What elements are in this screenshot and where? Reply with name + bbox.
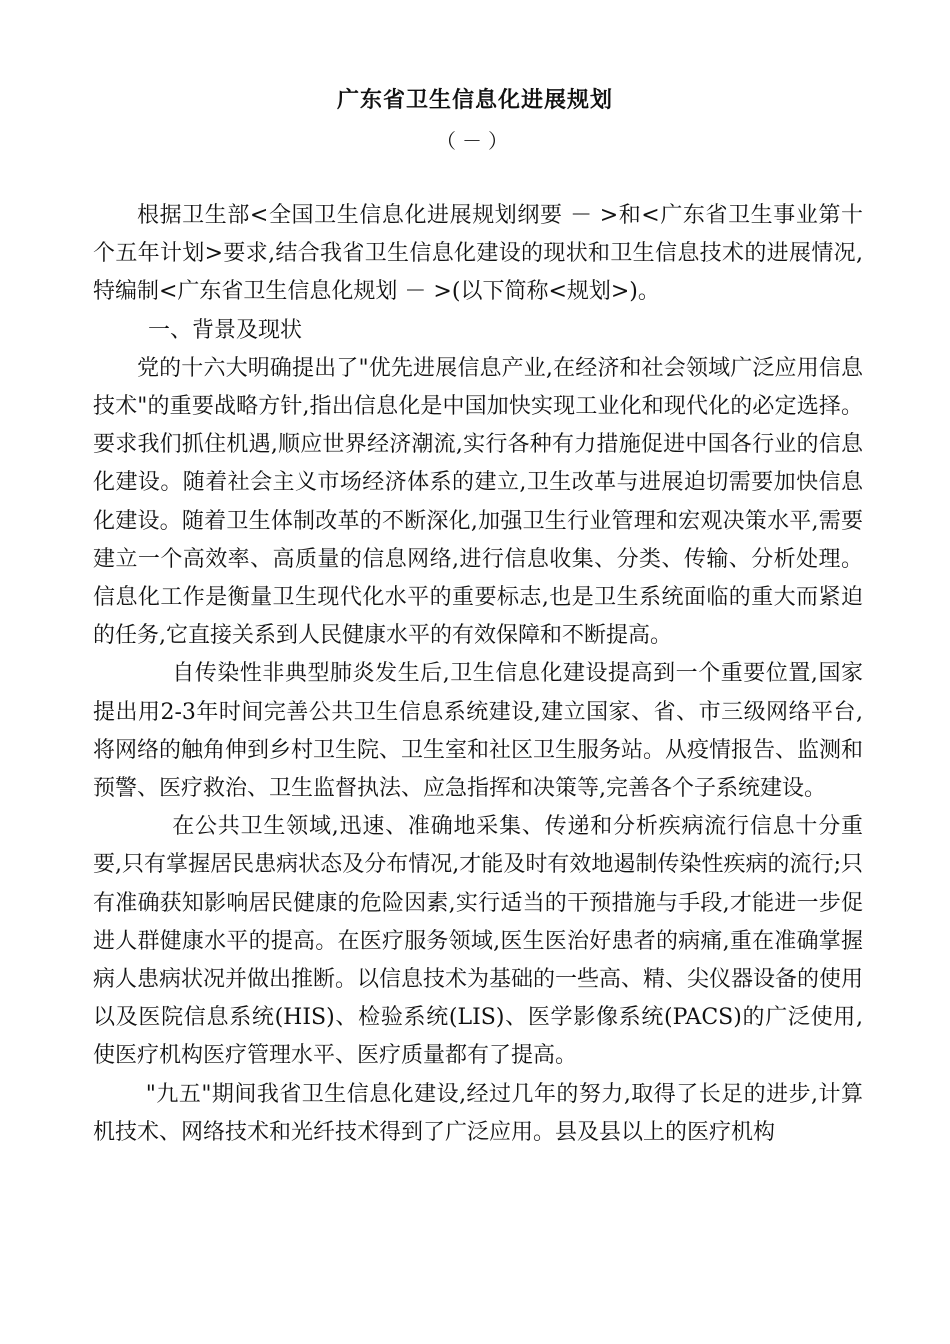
- page-subtitle: （－）: [436, 129, 514, 153]
- background-paragraph: 党的十六大明确提出了"优先进展信息产业,在经济和社会领域广泛应用信息技术"的重要战略方针,指出信息化是中国加快实现工业化和现代化的必定选择。要求我们抓住机遇,顺应世界经济潮流,实行各种有力措施促进中国各行业的信息化建设。随着社会主义市场经济体系的建立,卫生改革与进展迫切需要加快信息化建设。随着卫生体制改革的不断深化,加强卫生行业管理和宏观决策水平,需要建立一个高效率、高质量的信息网络,进行信息收集、分类、传输、分析处理。信息化工作是衡量卫生现代化水平的重要标志,也是卫生系统面临的重大而紧迫的任务,它直接关系到人民健康水平的有效保障和不断提高。: [93, 355, 863, 649]
- section-heading: 一、背景及现状: [148, 317, 303, 343]
- public-health-paragraph: 在公共卫生领域,迅速、准确地采集、传递和分析疾病流行信息十分重要,只有掌握居民患病状态及分布情况,才能及时有效地遏制传染性疾病的流行;只有准确获知影响居民健康的危险因素,实行适当的干预措施与手段,才能进一步促进人群健康水平的提高。在医疗服务领域,医生医治好患者的病痛,重在准确掌握病人患病状况并做出推断。以信息技术为基础的一些高、精、尖仪器设备的使用以及医院信息系统(HIS)、检验系统(LIS)、医学影像系统(PACS)的广泛使用,使医疗机构医疗管理水平、医疗质量都有了提高。: [93, 814, 864, 1069]
- sars-paragraph: 自传染性非典型肺炎发生后,卫生信息化建设提高到一个重要位置,国家提出用2-3年时间完善公共卫生信息系统建设,建立国家、省、市三级网络平台,将网络的触角伸到乡村卫生院、卫生室和社区卫生服务站。从疫情报告、监测和预警、医疗救治、卫生监督执法、应急指挥和决策等,完善各个子系统建设。: [93, 661, 864, 802]
- intro-paragraph: 根据卫生部<全国卫生信息化进展规划纲要 － >和<广东省卫生事业第十个五年计划>要求,结合我省卫生信息化建设的现状和卫生信息技术的进展情况,特编制<广东省卫生信息化规划 － >(以下简称<规划>)。: [93, 203, 863, 305]
- document-body: [93, 197, 863, 1152]
- ninth-five-year-paragraph: "九五"期间我省卫生信息化建设,经过几年的努力,取得了长足的进步,计算机技术、网络技术和光纤技术得到了广泛应用。县及县以上的医疗机构: [93, 1081, 863, 1145]
- page-title: 广东省卫生信息化进展规划: [336, 88, 613, 113]
